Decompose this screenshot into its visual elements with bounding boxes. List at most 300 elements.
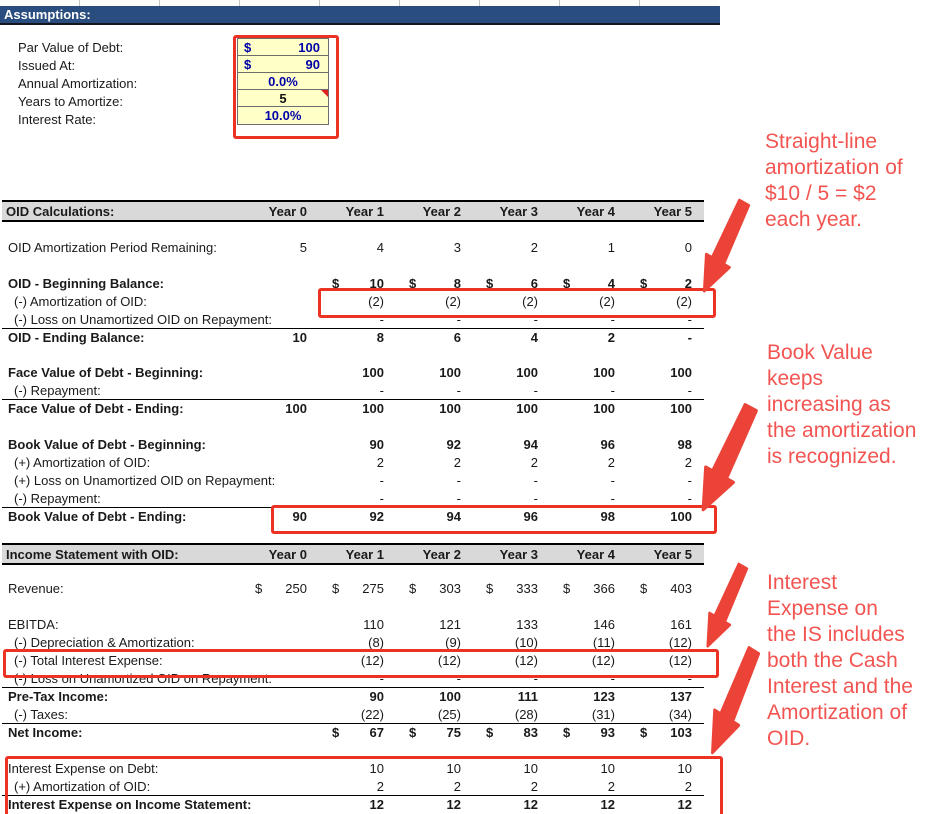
row-label[interactable]: (-) Loss on Unamortized OID on Repayment: <box>14 311 272 327</box>
row-label[interactable]: (-) Repayment: <box>14 382 101 398</box>
annotation-line: each year. <box>765 208 862 231</box>
value-cell[interactable] <box>319 401 396 416</box>
cell-value: - <box>379 472 384 488</box>
value-cell[interactable] <box>473 509 550 524</box>
cell-value: 100 <box>439 401 461 416</box>
value-cell[interactable] <box>242 401 319 416</box>
value-cell[interactable] <box>473 473 550 488</box>
value-cell[interactable] <box>627 365 704 380</box>
value-cell[interactable] <box>550 581 627 596</box>
value-cell[interactable] <box>396 330 473 345</box>
cell-value: 12 <box>369 797 384 812</box>
value-cell[interactable] <box>319 617 396 632</box>
cell-value: 100 <box>593 364 615 380</box>
value-cell[interactable] <box>396 294 473 309</box>
cell-value: 275 <box>362 580 384 596</box>
cell-value: 8 <box>376 330 384 345</box>
value-cell[interactable] <box>550 725 627 740</box>
dollar-sign: $ <box>409 580 417 596</box>
assumption-label[interactable]: Years to Amortize: <box>18 93 124 109</box>
value-cell[interactable] <box>396 761 473 776</box>
value-cell[interactable] <box>319 653 396 668</box>
assumptions-block <box>0 38 340 128</box>
value-cell[interactable] <box>473 240 550 255</box>
value-cell[interactable] <box>396 509 473 524</box>
row-label[interactable]: (+) Amortization of OID: <box>14 454 151 470</box>
column-header[interactable]: Year 5 <box>653 546 692 562</box>
cell-value: 100 <box>439 689 461 704</box>
cell-value: - <box>687 490 692 506</box>
cell-value: 2 <box>607 778 615 794</box>
column-header[interactable]: Year 4 <box>576 546 615 562</box>
value-cell[interactable] <box>396 473 473 488</box>
value-cell[interactable] <box>550 779 627 794</box>
value-cell[interactable] <box>319 797 396 812</box>
value-cell[interactable] <box>550 509 627 524</box>
cell-value: 2 <box>453 454 461 470</box>
value-cell[interactable] <box>396 455 473 470</box>
value-cell[interactable] <box>473 294 550 309</box>
dollar-sign: $ <box>640 725 648 740</box>
value-cell[interactable] <box>550 797 627 812</box>
cell-value: 4 <box>530 330 538 345</box>
row-label[interactable]: EBITDA: <box>8 616 59 632</box>
value-cell[interactable] <box>473 689 550 704</box>
row-label[interactable]: (-) Repayment: <box>14 490 101 506</box>
table-row <box>2 777 704 795</box>
value-cell[interactable] <box>319 671 396 686</box>
value-cell[interactable] <box>627 725 704 740</box>
column-header[interactable]: Year 1 <box>345 203 384 219</box>
value-cell[interactable] <box>550 437 627 452</box>
assumption-label[interactable]: Annual Amortization: <box>18 75 138 91</box>
column-header[interactable]: Year 3 <box>499 546 538 562</box>
value-cell[interactable] <box>627 797 704 812</box>
cell-value: 5 <box>299 239 307 255</box>
column-header[interactable]: Year 5 <box>653 203 692 219</box>
value-cell[interactable] <box>319 312 396 327</box>
cell-value: 75 <box>446 725 461 740</box>
assumption-input-column <box>237 38 329 125</box>
value-cell[interactable] <box>550 401 627 416</box>
value-cell[interactable] <box>550 455 627 470</box>
value-cell[interactable] <box>319 779 396 794</box>
value-cell[interactable] <box>550 312 627 327</box>
cell-value: (31) <box>591 706 615 722</box>
dollar-sign: $ <box>486 275 494 291</box>
row-label[interactable]: (-) Loss on Unamortized OID on Repayment: <box>14 670 272 686</box>
cell-value: 12 <box>600 797 615 812</box>
assumption-input-cell[interactable] <box>238 39 328 56</box>
value-cell[interactable] <box>550 707 627 722</box>
value-cell[interactable] <box>396 401 473 416</box>
cell-value: (8) <box>368 634 384 650</box>
cell-value: 2 <box>530 778 538 794</box>
value-cell[interactable] <box>396 581 473 596</box>
value-cell[interactable] <box>627 491 704 506</box>
dollar-sign: $ <box>563 725 571 740</box>
value-cell[interactable] <box>396 671 473 686</box>
cell-value: (25) <box>437 706 461 722</box>
value-cell[interactable] <box>627 689 704 704</box>
cell-value: - <box>533 670 538 686</box>
value-cell[interactable] <box>627 671 704 686</box>
value-cell[interactable] <box>319 635 396 650</box>
value-cell[interactable] <box>550 491 627 506</box>
value-cell[interactable] <box>396 383 473 398</box>
value-cell[interactable] <box>550 653 627 668</box>
annotation-line: increasing as <box>767 393 891 416</box>
value-cell[interactable] <box>627 635 704 650</box>
table-row <box>2 705 704 723</box>
value-cell[interactable] <box>550 294 627 309</box>
cell-value: 10 <box>677 760 692 776</box>
cell-value: 123 <box>593 689 615 704</box>
cell-value: (12) <box>591 652 615 668</box>
value-cell[interactable] <box>319 581 396 596</box>
column-header[interactable]: Year 0 <box>268 203 307 219</box>
assumption-value: 5 <box>279 90 287 106</box>
table-row <box>2 399 704 417</box>
value-cell[interactable] <box>550 365 627 380</box>
table-row <box>2 328 704 346</box>
row-label[interactable]: Pre-Tax Income: <box>8 689 109 704</box>
row-label[interactable]: Net Income: <box>8 725 83 740</box>
table-row <box>2 615 704 633</box>
cell-value: 10 <box>446 760 461 776</box>
value-cell[interactable] <box>473 383 550 398</box>
value-cell[interactable] <box>550 761 627 776</box>
value-cell[interactable] <box>627 294 704 309</box>
table-row <box>2 579 704 597</box>
cell-value: 333 <box>516 580 538 596</box>
dollar-sign: $ <box>409 275 417 291</box>
annotation-line: Expense on <box>767 597 878 620</box>
annotation-straight-line <box>765 129 903 233</box>
value-cell[interactable] <box>627 653 704 668</box>
cell-value: 403 <box>670 580 692 596</box>
value-cell[interactable] <box>396 437 473 452</box>
value-cell[interactable] <box>473 455 550 470</box>
value-cell[interactable] <box>627 509 704 524</box>
value-cell[interactable] <box>242 509 319 524</box>
cell-value: 10 <box>523 760 538 776</box>
value-cell[interactable] <box>396 491 473 506</box>
cell-value: 2 <box>684 275 692 291</box>
value-cell[interactable] <box>473 312 550 327</box>
value-cell[interactable] <box>473 437 550 452</box>
value-cell[interactable] <box>396 617 473 632</box>
annotation-line: Interest <box>767 571 838 594</box>
value-cell[interactable] <box>319 276 396 291</box>
value-cell[interactable] <box>627 779 704 794</box>
annotation-line: the IS includes <box>767 623 905 646</box>
value-cell[interactable] <box>396 797 473 812</box>
value-cell[interactable] <box>627 276 704 291</box>
value-cell[interactable] <box>473 761 550 776</box>
cell-value: 96 <box>600 436 615 452</box>
value-cell[interactable] <box>550 330 627 345</box>
annotation-arrow-amortization <box>699 197 751 294</box>
value-cell[interactable] <box>396 312 473 327</box>
cell-value: (12) <box>668 634 692 650</box>
value-cell[interactable] <box>396 707 473 722</box>
row-label[interactable]: (-) Amortization of OID: <box>14 293 147 309</box>
cell-value: - <box>687 472 692 488</box>
cell-value: 133 <box>516 616 538 632</box>
cell-value: 100 <box>516 364 538 380</box>
table-row <box>2 274 704 292</box>
dollar-sign: $ <box>255 580 263 596</box>
cell-value: - <box>533 472 538 488</box>
row-spacer <box>2 597 704 615</box>
assumption-input-cell[interactable] <box>238 56 328 73</box>
cell-value: 146 <box>593 616 615 632</box>
value-cell[interactable] <box>319 707 396 722</box>
dollar-sign: $ <box>563 580 571 596</box>
cell-value: 2 <box>684 454 692 470</box>
table-row <box>2 759 704 777</box>
cell-value: (2) <box>522 293 538 309</box>
row-label[interactable]: Revenue: <box>8 580 64 596</box>
value-cell[interactable] <box>550 671 627 686</box>
table-row <box>2 669 704 687</box>
assumption-input-cell[interactable] <box>238 90 328 107</box>
annotation-line: the amortization <box>767 419 917 442</box>
assumption-value: 100 <box>298 39 320 55</box>
column-header[interactable]: Year 1 <box>345 546 384 562</box>
cell-value: - <box>456 382 461 398</box>
value-cell[interactable] <box>627 581 704 596</box>
value-cell[interactable] <box>550 617 627 632</box>
cell-value: 2 <box>607 330 615 345</box>
cell-value: - <box>610 670 615 686</box>
assumption-label[interactable]: Interest Rate: <box>18 111 97 127</box>
value-cell[interactable] <box>473 276 550 291</box>
value-cell[interactable] <box>319 455 396 470</box>
cell-value: 100 <box>670 509 692 524</box>
dollar-sign: $ <box>409 725 417 740</box>
value-cell[interactable] <box>473 797 550 812</box>
cell-value: - <box>533 311 538 327</box>
value-cell[interactable] <box>319 509 396 524</box>
row-label[interactable]: (-) Taxes: <box>14 706 68 722</box>
cell-value: (12) <box>514 652 538 668</box>
value-cell[interactable] <box>319 491 396 506</box>
value-cell[interactable] <box>396 689 473 704</box>
value-cell[interactable] <box>319 761 396 776</box>
value-cell[interactable] <box>627 312 704 327</box>
value-cell[interactable] <box>627 401 704 416</box>
assumption-value: 0.0% <box>268 73 298 89</box>
value-cell[interactable] <box>627 240 704 255</box>
cell-value: 137 <box>670 689 692 704</box>
cell-value: - <box>610 472 615 488</box>
value-cell[interactable] <box>319 437 396 452</box>
table-row <box>2 795 704 813</box>
value-cell[interactable] <box>627 455 704 470</box>
value-cell[interactable] <box>473 365 550 380</box>
annotation-line: both the Cash <box>767 649 898 672</box>
column-header[interactable]: Year 2 <box>422 203 461 219</box>
assumption-input-cell[interactable] <box>238 73 328 90</box>
annotation-line: Book Value <box>767 341 873 364</box>
value-cell[interactable] <box>550 635 627 650</box>
column-header[interactable]: Year 0 <box>268 546 307 562</box>
value-cell[interactable] <box>319 365 396 380</box>
value-cell[interactable] <box>627 473 704 488</box>
dollar-sign: $ <box>563 275 571 291</box>
row-label[interactable]: Interest Expense on Debt: <box>8 760 159 776</box>
cell-value: (34) <box>668 706 692 722</box>
dollar-sign: $ <box>332 275 340 291</box>
cell-value: 92 <box>446 436 461 452</box>
value-cell[interactable] <box>473 491 550 506</box>
cell-value: 12 <box>446 797 461 812</box>
value-cell[interactable] <box>627 761 704 776</box>
cell-value: - <box>687 330 692 345</box>
assumption-label[interactable]: Issued At: <box>18 57 76 73</box>
table-row <box>2 507 704 525</box>
value-cell[interactable] <box>627 383 704 398</box>
section-title[interactable]: Income Statement with OID: <box>6 546 179 562</box>
value-cell[interactable] <box>473 671 550 686</box>
value-cell[interactable] <box>627 330 704 345</box>
cell-value: 6 <box>530 275 538 291</box>
column-header[interactable]: Year 3 <box>499 203 538 219</box>
value-cell[interactable] <box>473 635 550 650</box>
cell-value: (2) <box>676 293 692 309</box>
cell-value: 6 <box>453 330 461 345</box>
cell-value: (9) <box>445 634 461 650</box>
assumption-label[interactable]: Par Value of Debt: <box>18 39 124 55</box>
value-cell[interactable] <box>396 779 473 794</box>
row-label[interactable]: Interest Expense on Income Statement: <box>8 797 252 812</box>
value-cell[interactable] <box>627 617 704 632</box>
row-label[interactable]: (-) Depreciation & Amortization: <box>14 634 195 650</box>
value-cell[interactable] <box>396 240 473 255</box>
cell-value: 100 <box>670 401 692 416</box>
value-cell[interactable] <box>242 240 319 255</box>
row-label[interactable]: (+) Loss on Unamortized OID on Repayment: <box>14 472 276 488</box>
cell-value: 8 <box>453 275 461 291</box>
cell-value: 4 <box>607 275 615 291</box>
assumptions-title: Assumptions: <box>4 7 91 22</box>
cell-value: 2 <box>530 239 538 255</box>
value-cell[interactable] <box>396 635 473 650</box>
cell-value: (10) <box>514 634 538 650</box>
dollar-sign: $ <box>244 39 252 55</box>
value-cell[interactable] <box>627 707 704 722</box>
annotation-line: Amortization of <box>767 701 908 724</box>
cell-value: 4 <box>376 239 384 255</box>
column-header[interactable]: Year 2 <box>422 546 461 562</box>
value-cell[interactable] <box>319 473 396 488</box>
cell-value: 100 <box>516 401 538 416</box>
cell-value: 366 <box>593 580 615 596</box>
value-cell[interactable] <box>550 689 627 704</box>
value-cell[interactable] <box>473 725 550 740</box>
value-cell[interactable] <box>396 276 473 291</box>
cell-value: (2) <box>599 293 615 309</box>
row-label[interactable]: OID Amortization Period Remaining: <box>8 239 217 255</box>
row-spacer <box>2 346 704 363</box>
dollar-sign: $ <box>640 580 648 596</box>
annotation-arrow-interest-2 <box>707 644 761 756</box>
column-header[interactable]: Year 4 <box>576 203 615 219</box>
value-cell[interactable] <box>627 437 704 452</box>
assumption-input-cell[interactable] <box>238 107 328 124</box>
row-label[interactable]: (-) Total Interest Expense: <box>14 652 163 668</box>
value-cell[interactable] <box>473 617 550 632</box>
value-cell[interactable] <box>319 294 396 309</box>
row-label[interactable]: (+) Amortization of OID: <box>14 778 151 794</box>
cell-value: 100 <box>670 364 692 380</box>
value-cell[interactable] <box>319 330 396 345</box>
section-title[interactable]: OID Calculations: <box>6 203 115 219</box>
value-cell[interactable] <box>396 653 473 668</box>
dollar-sign: $ <box>486 725 494 740</box>
value-cell[interactable] <box>473 401 550 416</box>
row-label[interactable]: Book Value of Debt - Beginning: <box>8 436 206 452</box>
value-cell[interactable] <box>396 365 473 380</box>
annotation-line: Interest and the <box>767 675 913 698</box>
cell-value: 303 <box>439 580 461 596</box>
value-cell[interactable] <box>550 473 627 488</box>
row-label[interactable]: Face Value of Debt - Ending: <box>8 401 184 416</box>
cell-value: 100 <box>362 401 384 416</box>
value-cell[interactable] <box>550 276 627 291</box>
value-cell[interactable] <box>473 653 550 668</box>
cell-value: 2 <box>684 778 692 794</box>
value-cell[interactable] <box>473 707 550 722</box>
value-cell[interactable] <box>242 330 319 345</box>
row-label[interactable]: Face Value of Debt - Beginning: <box>8 364 204 380</box>
cell-value: - <box>610 490 615 506</box>
assumptions-section-header <box>0 6 720 25</box>
row-label[interactable]: OID - Beginning Balance: <box>8 275 165 291</box>
value-cell[interactable] <box>319 240 396 255</box>
cell-value: - <box>456 311 461 327</box>
value-cell[interactable] <box>550 240 627 255</box>
cell-value: 161 <box>670 616 692 632</box>
annotation-arrow-interest-1 <box>703 561 749 649</box>
annotation-arrow-book-value <box>697 401 759 513</box>
cell-value: 10 <box>369 275 384 291</box>
cell-value: 100 <box>593 401 615 416</box>
annotation-line: $10 / 5 = $2 <box>765 182 877 205</box>
value-cell[interactable] <box>396 725 473 740</box>
value-cell[interactable] <box>473 330 550 345</box>
value-cell[interactable] <box>319 383 396 398</box>
cell-value: - <box>610 311 615 327</box>
value-cell[interactable] <box>242 581 319 596</box>
row-label[interactable]: Book Value of Debt - Ending: <box>8 509 187 524</box>
cell-value: 121 <box>439 616 461 632</box>
table-row <box>2 687 704 705</box>
cell-value: 90 <box>369 436 384 452</box>
cell-value: 100 <box>439 364 461 380</box>
row-label[interactable]: OID - Ending Balance: <box>8 330 145 345</box>
value-cell[interactable] <box>473 581 550 596</box>
value-cell[interactable] <box>319 725 396 740</box>
cell-value: 92 <box>369 509 384 524</box>
cell-value: (12) <box>360 652 384 668</box>
value-cell[interactable] <box>473 779 550 794</box>
value-cell[interactable] <box>319 689 396 704</box>
value-cell[interactable] <box>550 383 627 398</box>
cell-value: 10 <box>600 760 615 776</box>
